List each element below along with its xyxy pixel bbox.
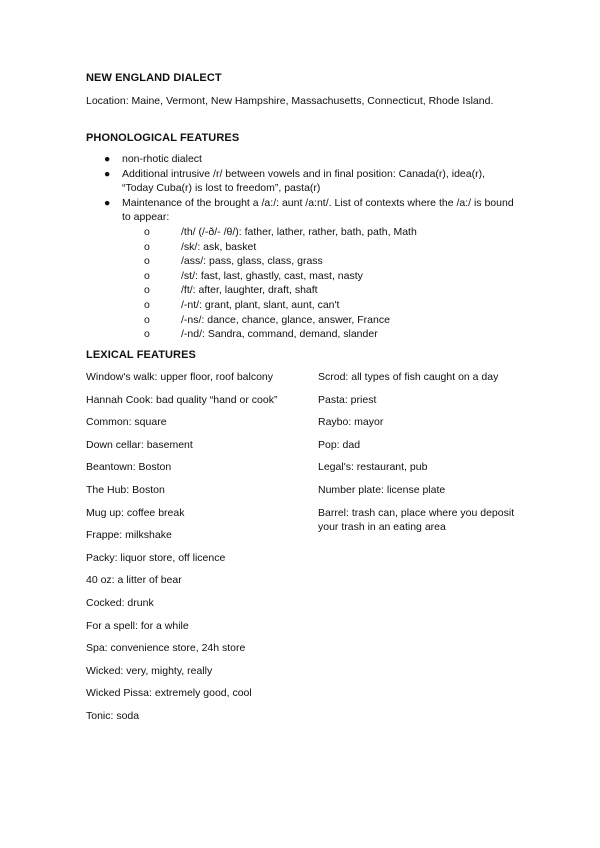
context-text: /ft/: after, laughter, draft, shaft xyxy=(181,284,318,297)
lexical-item: 40 oz: a litter of bear xyxy=(86,574,182,587)
lexical-right-column xyxy=(318,370,528,542)
sub-bullet-icon: o xyxy=(144,225,150,238)
contexts-list xyxy=(144,225,516,342)
phon-item xyxy=(86,167,516,196)
lexical-item: Frappe: milkshake xyxy=(86,529,172,542)
phon-text: Maintenance of the brought a /a:/: aunt /a:nt/. List of contexts where the /a:/ is bound to appear: xyxy=(122,196,514,224)
lexical-item: Pasta: priest xyxy=(318,393,377,406)
context-item xyxy=(144,225,516,240)
context-item xyxy=(144,254,516,269)
phon-item xyxy=(86,196,516,342)
lexical-heading: LEXICAL FEATURES xyxy=(86,349,196,361)
lexical-item: Cocked: drunk xyxy=(86,596,154,609)
context-item xyxy=(144,283,516,298)
lexical-item: Packy: liquor store, off licence xyxy=(86,551,226,564)
lexical-item: Legal's: restaurant, pub xyxy=(318,461,428,474)
context-text: /th/ (/-ð/- /θ/): father, lather, rather, bath, path, Math xyxy=(181,225,417,238)
lexical-item: Beantown: Boston xyxy=(86,461,172,474)
lexical-item: The Hub: Boston xyxy=(86,483,165,496)
lexical-item: Spa: convenience store, 24h store xyxy=(86,642,246,655)
lexical-item: Wicked Pissa: extremely good, cool xyxy=(86,687,252,700)
lexical-item: Pop: dad xyxy=(318,438,361,451)
context-item xyxy=(144,298,516,313)
lexical-item: Barrel: trash can, place where you deposit your trash in an eating area xyxy=(318,506,515,533)
context-text: /-ns/: dance, chance, glance, answer, France xyxy=(181,313,390,326)
sub-bullet-icon: o xyxy=(144,313,150,326)
lexical-item: Down cellar: basement xyxy=(86,438,193,451)
lexical-item: Wicked: very, mighty, really xyxy=(86,664,213,677)
phonological-heading: PHONOLOGICAL FEATURES xyxy=(86,132,240,144)
sub-bullet-icon: o xyxy=(144,269,150,282)
location-paragraph: Location: Maine, Vermont, New Hampshire, Massachusetts, Connecticut, Rhode Island. xyxy=(86,95,494,107)
lexical-item: Common: square xyxy=(86,416,167,429)
sub-bullet-icon: o xyxy=(144,240,150,253)
lexical-item: Hannah Cook: bad quality “hand or cook” xyxy=(86,393,278,406)
context-item xyxy=(144,327,516,342)
context-item xyxy=(144,240,516,255)
bullet-icon: ● xyxy=(104,153,111,165)
context-text: /-nt/: grant, plant, slant, aunt, can't xyxy=(181,298,340,311)
lexical-item: Window's walk: upper floor, roof balcony xyxy=(86,371,274,383)
context-item xyxy=(144,313,516,328)
context-text: /ass/: pass, glass, class, grass xyxy=(181,255,323,268)
phon-text: non-rhotic dialect xyxy=(122,153,202,165)
context-text: /st/: fast, last, ghastly, cast, mast, nasty xyxy=(181,269,363,282)
sub-bullet-icon: o xyxy=(144,298,150,311)
lexical-item: For a spell: for a while xyxy=(86,619,189,632)
context-text: /sk/: ask, basket xyxy=(181,240,257,253)
sub-bullet-icon: o xyxy=(144,284,150,297)
sub-bullet-icon: o xyxy=(144,328,150,341)
lexical-left-column xyxy=(86,370,286,732)
lexical-item: Number plate: license plate xyxy=(318,483,446,496)
lexical-item: Mug up: coffee break xyxy=(86,506,185,519)
bullet-icon: ● xyxy=(104,196,111,209)
lexical-item: Tonic: soda xyxy=(86,709,140,722)
phonological-list xyxy=(86,152,516,342)
phon-text: Additional intrusive /r/ between vowels and in final position: Canada(r), idea(r), “Today Cuba(r) is lost to freedom”, pasta(r) xyxy=(122,167,486,195)
document-title: NEW ENGLAND DIALECT xyxy=(86,72,222,84)
lexical-item: Scrod: all types of fish caught on a day xyxy=(318,371,499,383)
bullet-icon: ● xyxy=(104,167,111,180)
lexical-item: Raybo: mayor xyxy=(318,416,384,429)
context-item xyxy=(144,269,516,284)
context-text: /-nd/: Sandra, command, demand, slander xyxy=(181,328,378,341)
phon-item xyxy=(86,152,516,167)
sub-bullet-icon: o xyxy=(144,255,150,268)
